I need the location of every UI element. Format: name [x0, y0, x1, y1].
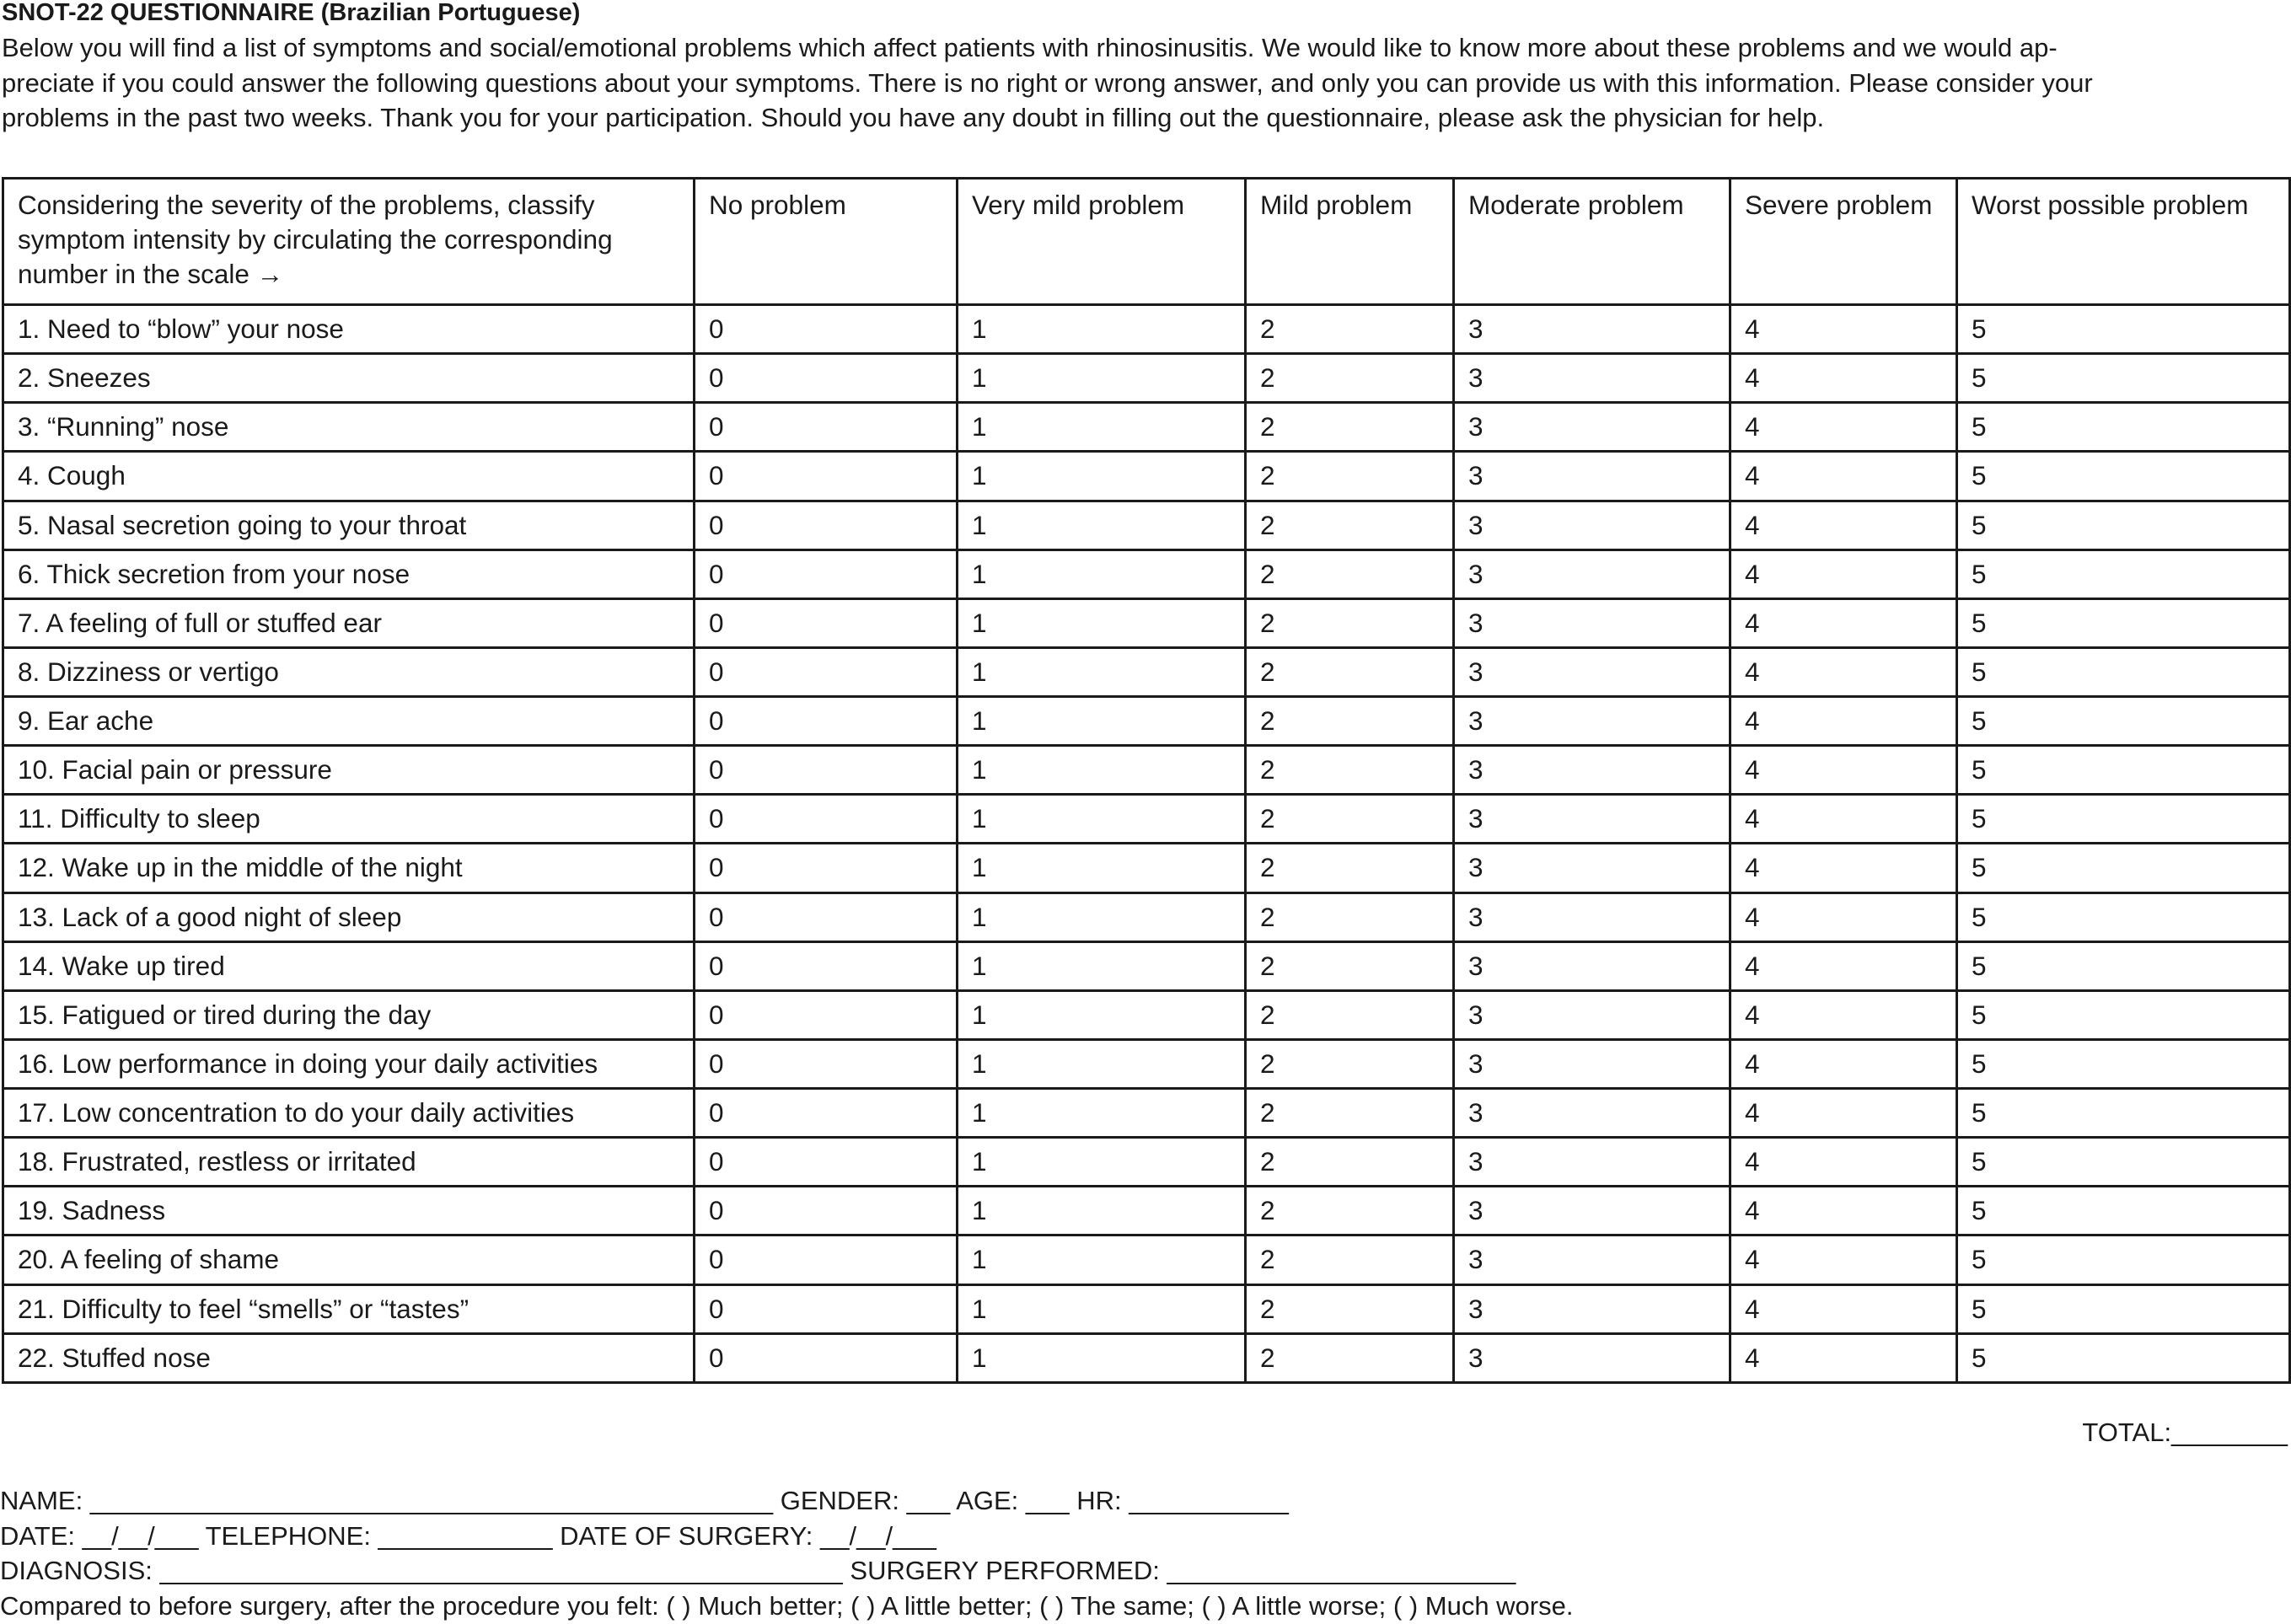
score-option[interactable]: 1 [958, 549, 1246, 598]
score-option[interactable]: 4 [1730, 305, 1957, 354]
score-option[interactable]: 4 [1730, 795, 1957, 844]
table-row [3, 990, 2290, 1039]
score-option[interactable]: 5 [1957, 1138, 2290, 1187]
score-option[interactable]: 2 [1246, 746, 1454, 795]
score-option[interactable]: 2 [1246, 403, 1454, 452]
diagnosis-surgery-line[interactable]: DIAGNOSIS: _______________________________________________ SURGERY PERFORMED: ________________________ [0, 1556, 1516, 1586]
symptom-label: 13. Lack of a good night of sleep [3, 892, 695, 941]
symptom-label: 18. Frustrated, restless or irritated [3, 1138, 695, 1187]
score-option[interactable]: 1 [958, 354, 1246, 403]
score-option[interactable]: 5 [1957, 501, 2290, 549]
score-option[interactable]: 3 [1454, 892, 1730, 941]
questionnaire-title: SNOT-22 QUESTIONNAIRE (Brazilian Portuguese) [2, 0, 581, 26]
score-option[interactable]: 2 [1246, 844, 1454, 892]
score-option[interactable]: 4 [1730, 598, 1957, 647]
score-option[interactable]: 0 [695, 549, 958, 598]
score-option[interactable]: 0 [695, 501, 958, 549]
date-telephone-surgery-date-line[interactable]: DATE: __/__/___ TELEPHONE: ____________ DATE OF SURGERY: __/__/___ [0, 1520, 936, 1551]
score-option[interactable]: 4 [1730, 1235, 1957, 1284]
score-option[interactable]: 5 [1957, 1235, 2290, 1284]
score-option[interactable]: 5 [1957, 795, 2290, 844]
score-option[interactable]: 5 [1957, 1089, 2290, 1138]
table-row [3, 844, 2290, 892]
column-header-worst-possible-problem: Worst possible problem [1957, 179, 2290, 305]
score-option[interactable]: 1 [958, 452, 1246, 501]
symptom-label: 10. Facial pain or pressure [3, 746, 695, 795]
column-header-no-problem: No problem [695, 179, 958, 305]
symptom-label: 1. Need to “blow” your nose [3, 305, 695, 354]
score-option[interactable]: 0 [695, 795, 958, 844]
score-option[interactable]: 3 [1454, 1187, 1730, 1235]
score-option[interactable]: 3 [1454, 501, 1730, 549]
score-option[interactable]: 2 [1246, 1089, 1454, 1138]
score-option[interactable]: 3 [1454, 1284, 1730, 1333]
score-option[interactable]: 0 [695, 1187, 958, 1235]
score-option[interactable]: 5 [1957, 452, 2290, 501]
score-option[interactable]: 0 [695, 697, 958, 746]
score-option[interactable]: 0 [695, 452, 958, 501]
symptom-label: 9. Ear ache [3, 697, 695, 746]
score-option[interactable]: 4 [1730, 941, 1957, 990]
score-option[interactable]: 5 [1957, 305, 2290, 354]
symptom-label: 5. Nasal secretion going to your throat [3, 501, 695, 549]
score-option[interactable]: 5 [1957, 1039, 2290, 1088]
intro-line: preciate if you could answer the following questions about your symptoms. There is no right or wrong answer, and only you can provide us with this information. Please consider your [2, 67, 2093, 98]
symptom-label: 8. Dizziness or vertigo [3, 647, 695, 696]
patient-info-form [0, 1483, 1573, 1624]
score-option[interactable]: 1 [958, 305, 1246, 354]
table-row [3, 697, 2290, 746]
score-option[interactable]: 1 [958, 844, 1246, 892]
table-row [3, 1089, 2290, 1138]
column-header-severe-problem: Severe problem [1730, 179, 1957, 305]
score-option[interactable]: 0 [695, 941, 958, 990]
score-option[interactable]: 2 [1246, 990, 1454, 1039]
score-option[interactable]: 3 [1454, 844, 1730, 892]
table-row [3, 549, 2290, 598]
table-header-row [3, 179, 2290, 305]
score-option[interactable]: 4 [1730, 501, 1957, 549]
score-option[interactable]: 4 [1730, 1039, 1957, 1088]
score-option[interactable]: 3 [1454, 452, 1730, 501]
score-option[interactable]: 1 [958, 746, 1246, 795]
score-option[interactable]: 2 [1246, 501, 1454, 549]
score-option[interactable]: 2 [1246, 1187, 1454, 1235]
score-option[interactable]: 3 [1454, 697, 1730, 746]
symptom-label: 11. Difficulty to sleep [3, 795, 695, 844]
total-field[interactable]: TOTAL:________ [2082, 1418, 2288, 1447]
symptom-label: 6. Thick secretion from your nose [3, 549, 695, 598]
score-option[interactable]: 2 [1246, 305, 1454, 354]
score-option[interactable]: 5 [1957, 354, 2290, 403]
score-option[interactable]: 1 [958, 697, 1246, 746]
score-option[interactable]: 1 [958, 403, 1246, 452]
table-row [3, 1284, 2290, 1333]
score-option[interactable]: 1 [958, 1039, 1246, 1088]
table-row [3, 892, 2290, 941]
score-option[interactable]: 3 [1454, 1138, 1730, 1187]
table-row [3, 941, 2290, 990]
score-option[interactable]: 1 [958, 1284, 1246, 1333]
score-option[interactable]: 1 [958, 990, 1246, 1039]
score-option[interactable]: 4 [1730, 403, 1957, 452]
instruction-header: Considering the severity of the problems, classify symptom intensity by circulating the corresponding number in the scale → [3, 179, 695, 305]
score-option[interactable]: 5 [1957, 844, 2290, 892]
score-option[interactable]: 5 [1957, 892, 2290, 941]
score-option[interactable]: 3 [1454, 1235, 1730, 1284]
symptom-label: 21. Difficulty to feel “smells” or “tastes” [3, 1284, 695, 1333]
score-option[interactable]: 1 [958, 1187, 1246, 1235]
score-option[interactable]: 0 [695, 1089, 958, 1138]
score-option[interactable]: 2 [1246, 697, 1454, 746]
table-row [3, 647, 2290, 696]
score-option[interactable]: 5 [1957, 1284, 2290, 1333]
score-option[interactable]: 1 [958, 1333, 1246, 1382]
score-option[interactable]: 4 [1730, 1284, 1957, 1333]
score-option[interactable]: 3 [1454, 598, 1730, 647]
score-option[interactable]: 4 [1730, 1138, 1957, 1187]
symptom-label: 7. A feeling of full or stuffed ear [3, 598, 695, 647]
score-option[interactable]: 5 [1957, 1333, 2290, 1382]
table-row [3, 403, 2290, 452]
score-option[interactable]: 5 [1957, 647, 2290, 696]
score-option[interactable]: 1 [958, 598, 1246, 647]
score-option[interactable]: 3 [1454, 1039, 1730, 1088]
score-option[interactable]: 2 [1246, 647, 1454, 696]
score-option[interactable]: 2 [1246, 452, 1454, 501]
score-option[interactable]: 0 [695, 1333, 958, 1382]
score-option[interactable]: 5 [1957, 549, 2290, 598]
table-row [3, 795, 2290, 844]
score-option[interactable]: 4 [1730, 647, 1957, 696]
score-option[interactable]: 0 [695, 1235, 958, 1284]
table-row [3, 598, 2290, 647]
score-option[interactable]: 3 [1454, 647, 1730, 696]
symptom-label: 16. Low performance in doing your daily activities [3, 1039, 695, 1088]
table-row [3, 305, 2290, 354]
outcome-comparison-line[interactable]: Compared to before surgery, after the procedure you felt: ( ) Much better; ( ) A little better; ( ) The same; ( ) A little worse; ( ) Much worse. [0, 1591, 1574, 1621]
score-option[interactable]: 0 [695, 1284, 958, 1333]
score-option[interactable]: 1 [958, 1235, 1246, 1284]
score-option[interactable]: 5 [1957, 1187, 2290, 1235]
score-option[interactable]: 4 [1730, 746, 1957, 795]
score-option[interactable]: 2 [1246, 1333, 1454, 1382]
score-option[interactable]: 3 [1454, 354, 1730, 403]
table-row [3, 1138, 2290, 1187]
score-option[interactable]: 0 [695, 647, 958, 696]
score-option[interactable]: 4 [1730, 1089, 1957, 1138]
symptom-label: 17. Low concentration to do your daily activities [3, 1089, 695, 1138]
table-row [3, 1235, 2290, 1284]
score-option[interactable]: 4 [1730, 1187, 1957, 1235]
score-option[interactable]: 3 [1454, 305, 1730, 354]
score-option[interactable]: 0 [695, 1039, 958, 1088]
score-option[interactable]: 5 [1957, 990, 2290, 1039]
score-option[interactable]: 2 [1246, 1235, 1454, 1284]
score-option[interactable]: 2 [1246, 892, 1454, 941]
score-option[interactable]: 1 [958, 1138, 1246, 1187]
table-row [3, 1039, 2290, 1088]
name-gender-age-hr-line[interactable]: NAME: _______________________________________________ GENDER: ___ AGE: ___ HR: ___________ [0, 1486, 1289, 1515]
symptom-label: 12. Wake up in the middle of the night [3, 844, 695, 892]
score-option[interactable]: 3 [1454, 990, 1730, 1039]
table-row [3, 1187, 2290, 1235]
score-option[interactable]: 2 [1246, 354, 1454, 403]
score-option[interactable]: 4 [1730, 844, 1957, 892]
score-option[interactable]: 4 [1730, 990, 1957, 1039]
symptom-label: 15. Fatigued or tired during the day [3, 990, 695, 1039]
column-header-mild-problem: Mild problem [1246, 179, 1454, 305]
score-option[interactable]: 2 [1246, 598, 1454, 647]
intro-line: Below you will find a list of symptoms and social/emotional problems which affect patients with rhinosinusitis. We would like to know more about these problems and we would ap- [2, 33, 2058, 62]
score-option[interactable]: 1 [958, 795, 1246, 844]
score-option[interactable]: 1 [958, 501, 1246, 549]
intro-line: problems in the past two weeks. Thank you for your participation. Should you have any doubt in filling out the questionnaire, please ask the physician for help. [2, 103, 1825, 132]
score-option[interactable]: 0 [695, 1138, 958, 1187]
score-option[interactable]: 2 [1246, 1284, 1454, 1333]
table-row [3, 354, 2290, 403]
score-option[interactable]: 3 [1454, 795, 1730, 844]
score-option[interactable]: 3 [1454, 1333, 1730, 1382]
score-option[interactable]: 3 [1454, 1089, 1730, 1138]
score-option[interactable]: 2 [1246, 1039, 1454, 1088]
table-row [3, 501, 2290, 549]
score-option[interactable]: 1 [958, 1089, 1246, 1138]
score-option[interactable]: 0 [695, 892, 958, 941]
score-option[interactable]: 5 [1957, 598, 2290, 647]
score-option[interactable]: 4 [1730, 1333, 1957, 1382]
score-option[interactable]: 5 [1957, 941, 2290, 990]
score-option[interactable]: 0 [695, 403, 958, 452]
score-option[interactable]: 2 [1246, 1138, 1454, 1187]
symptom-table [2, 177, 2291, 1384]
table-row [3, 746, 2290, 795]
score-option[interactable]: 2 [1246, 549, 1454, 598]
score-option[interactable]: 5 [1957, 697, 2290, 746]
score-option[interactable]: 1 [958, 647, 1246, 696]
symptom-label: 19. Sadness [3, 1187, 695, 1235]
table-row [3, 1333, 2290, 1382]
score-option[interactable]: 0 [695, 305, 958, 354]
score-option[interactable]: 1 [958, 892, 1246, 941]
symptom-label: 22. Stuffed nose [3, 1333, 695, 1382]
score-option[interactable]: 0 [695, 990, 958, 1039]
score-option[interactable]: 3 [1454, 549, 1730, 598]
score-option[interactable]: 0 [695, 844, 958, 892]
score-option[interactable]: 0 [695, 746, 958, 795]
score-option[interactable]: 4 [1730, 452, 1957, 501]
symptom-label: 14. Wake up tired [3, 941, 695, 990]
intro-paragraph [2, 30, 2288, 136]
score-option[interactable]: 4 [1730, 892, 1957, 941]
score-option[interactable]: 5 [1957, 746, 2290, 795]
symptom-label: 3. “Running” nose [3, 403, 695, 452]
column-header-very-mild-problem: Very mild problem [958, 179, 1246, 305]
score-option[interactable]: 4 [1730, 354, 1957, 403]
table-row [3, 452, 2290, 501]
score-option[interactable]: 3 [1454, 941, 1730, 990]
score-option[interactable]: 4 [1730, 549, 1957, 598]
score-option[interactable]: 3 [1454, 403, 1730, 452]
score-option[interactable]: 1 [958, 941, 1246, 990]
column-header-moderate-problem: Moderate problem [1454, 179, 1730, 305]
symptom-label: 20. A feeling of shame [3, 1235, 695, 1284]
score-option[interactable]: 3 [1454, 746, 1730, 795]
score-option[interactable]: 4 [1730, 697, 1957, 746]
score-option[interactable]: 5 [1957, 403, 2290, 452]
score-option[interactable]: 2 [1246, 795, 1454, 844]
symptom-label: 4. Cough [3, 452, 695, 501]
score-option[interactable]: 2 [1246, 941, 1454, 990]
symptom-label: 2. Sneezes [3, 354, 695, 403]
score-option[interactable]: 0 [695, 354, 958, 403]
score-option[interactable]: 0 [695, 598, 958, 647]
